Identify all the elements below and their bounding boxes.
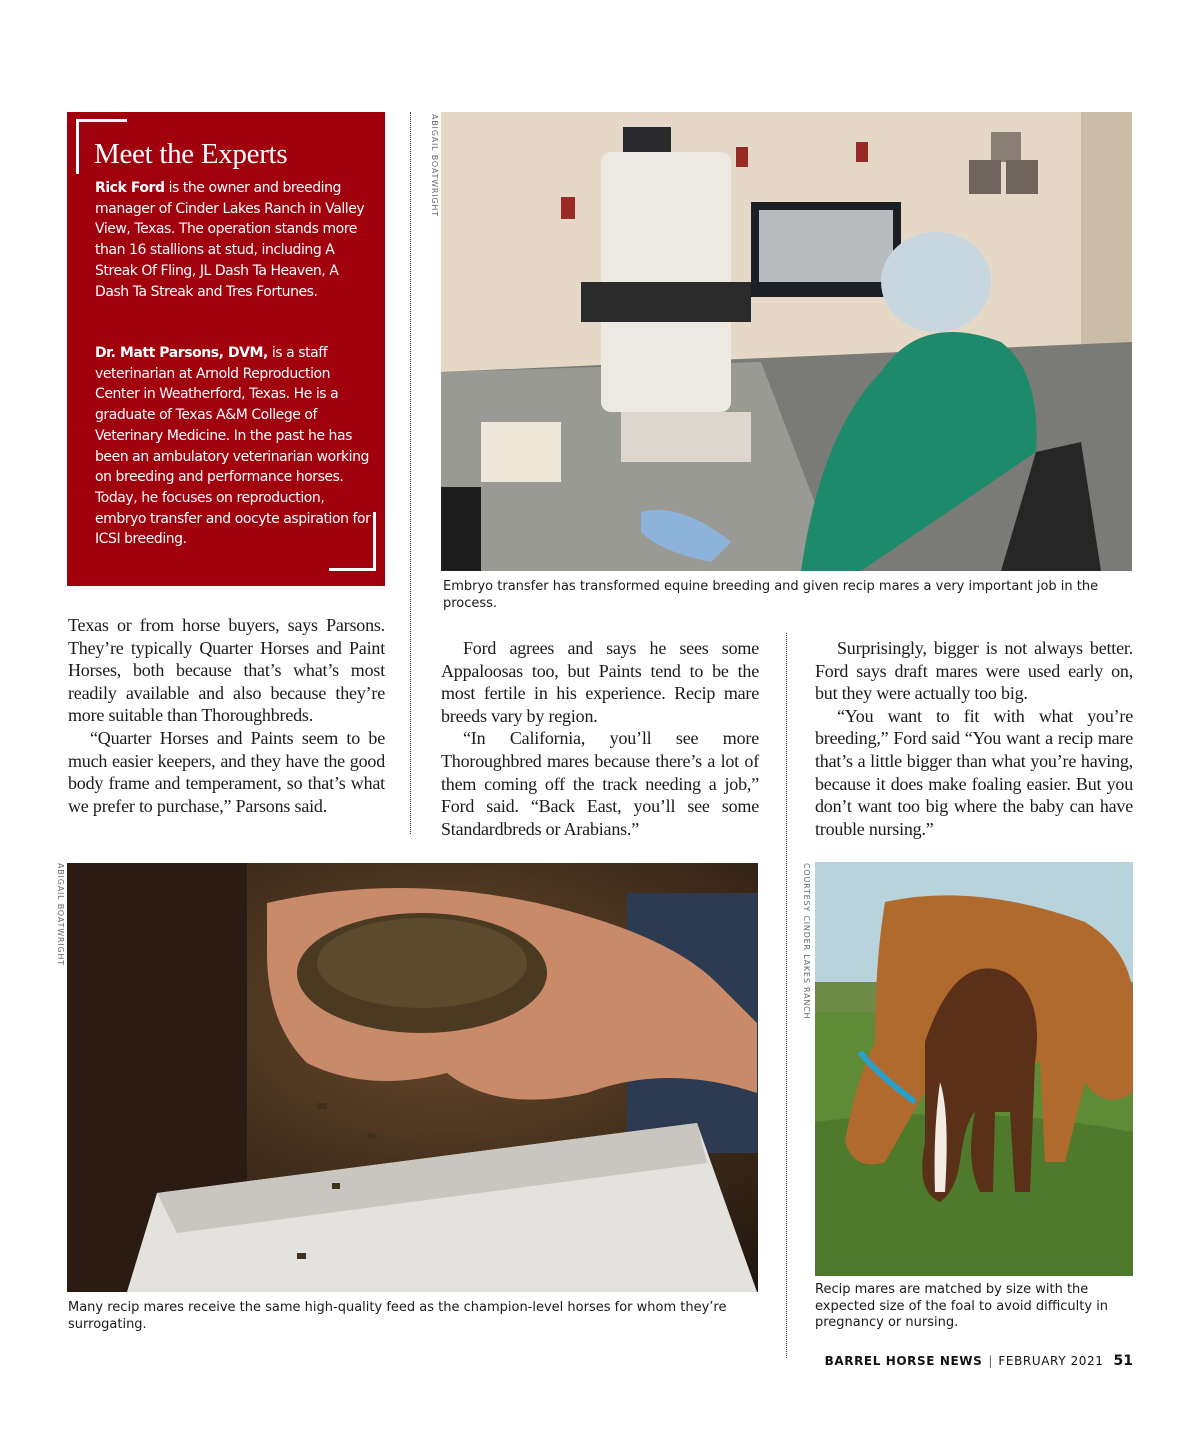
- feed-photo-caption: Many recip mares receive the same high-quality feed as the champion-level horses for whom they’re surrogating.: [68, 1300, 727, 1332]
- experts-title: Meet the Experts: [94, 138, 288, 170]
- lab-photo-caption: Embryo transfer has transformed equine breeding and given recip mares a very important job in the process.: [443, 579, 1099, 611]
- feed-photo-credit: ABIGAIL BOATWRIGHT: [56, 863, 65, 966]
- parsons-bio: [95, 343, 373, 550]
- page-footer: [825, 1353, 1133, 1369]
- col2-para-2: “In California, you’ll see more Thoroughbred mares because there’s a lot of them coming off the track needing a job,” Ford said. “Back East, you’ll see some Standardbreds or Arabians.”: [441, 728, 759, 839]
- meet-the-experts-box: [67, 112, 385, 586]
- parsons-bio-text: is a staff veterinarian at Arnold Reproduction Center in Weatherford, Texas. He is a graduate of Texas A&M College of Veterinary Medicine. In the past he has been an ambulatory veterinarian working on breeding and performance horses. Today, he focuses on reproduction, embryo transfer and oocyte aspiration for ICSI breeding.: [95, 345, 371, 548]
- body-column-3: [815, 637, 1133, 840]
- parsons-name: Dr. Matt Parsons, DVM,: [95, 345, 268, 361]
- horses-photo: [815, 862, 1133, 1276]
- lab-photo-image: [441, 112, 1132, 571]
- horses-photo-caption: Recip mares are matched by size with the expected size of the foal to avoid difficulty in pregnancy or nursing.: [815, 1282, 1109, 1330]
- issue-date: FEBRUARY 2021: [998, 1354, 1104, 1368]
- horses-photo-credit: COURTESY CINDER LAKES RANCH: [802, 863, 811, 1020]
- body-column-1: [68, 614, 385, 817]
- ford-bio: [95, 178, 373, 302]
- footer-separator: |: [988, 1354, 993, 1368]
- ford-bio-text: is the owner and breeding manager of Cinder Lakes Ranch in Valley View, Texas. The operation stands more than 16 stallions at stud, including A Streak Of Fling, JL Dash Ta Heaven, A Dash Ta Streak and Tres Fortunes.: [95, 180, 365, 300]
- page-number: 51: [1113, 1353, 1133, 1369]
- magazine-name: BARREL HORSE NEWS: [824, 1354, 983, 1368]
- ford-name: Rick Ford: [95, 180, 165, 196]
- col2-para-1: Ford agrees and says he sees some Appaloosas too, but Paints tend to be the most fertile in his experience. Recip mare breeds vary by region.: [441, 638, 759, 726]
- col3-para-2: “You want to fit with what you’re breeding,” Ford said “You want a recip mare that’s a little bigger than what you’re having, because it does make foaling easier. But you don’t want too big where the baby can have trouble nursing.”: [815, 705, 1133, 839]
- col1-para-1: Texas or from horse buyers, says Parsons. They’re typically Quarter Horses and Paint Horses, both because that’s what’s most readily available and also because they’re more suitable than Thoroughbreds.: [68, 615, 385, 726]
- column-divider-1: [410, 112, 411, 834]
- lab-photo-credit: ABIGAIL BOATWRIGHT: [430, 114, 439, 217]
- col3-para-1: Surprisingly, bigger is not always better. Ford says draft mares were used early on, but they were actually too big.: [815, 638, 1133, 704]
- lab-photo: [441, 112, 1132, 571]
- feed-photo-image: [67, 863, 758, 1292]
- horses-photo-image: [815, 862, 1133, 1276]
- feed-photo: [67, 863, 758, 1292]
- body-column-2: [441, 637, 759, 840]
- col1-para-2: “Quarter Horses and Paints seem to be much easier keepers, and they have the good body frame and temperament, so that’s what we prefer to purchase,” Parsons said.: [68, 727, 385, 816]
- column-divider-2: [786, 633, 787, 1358]
